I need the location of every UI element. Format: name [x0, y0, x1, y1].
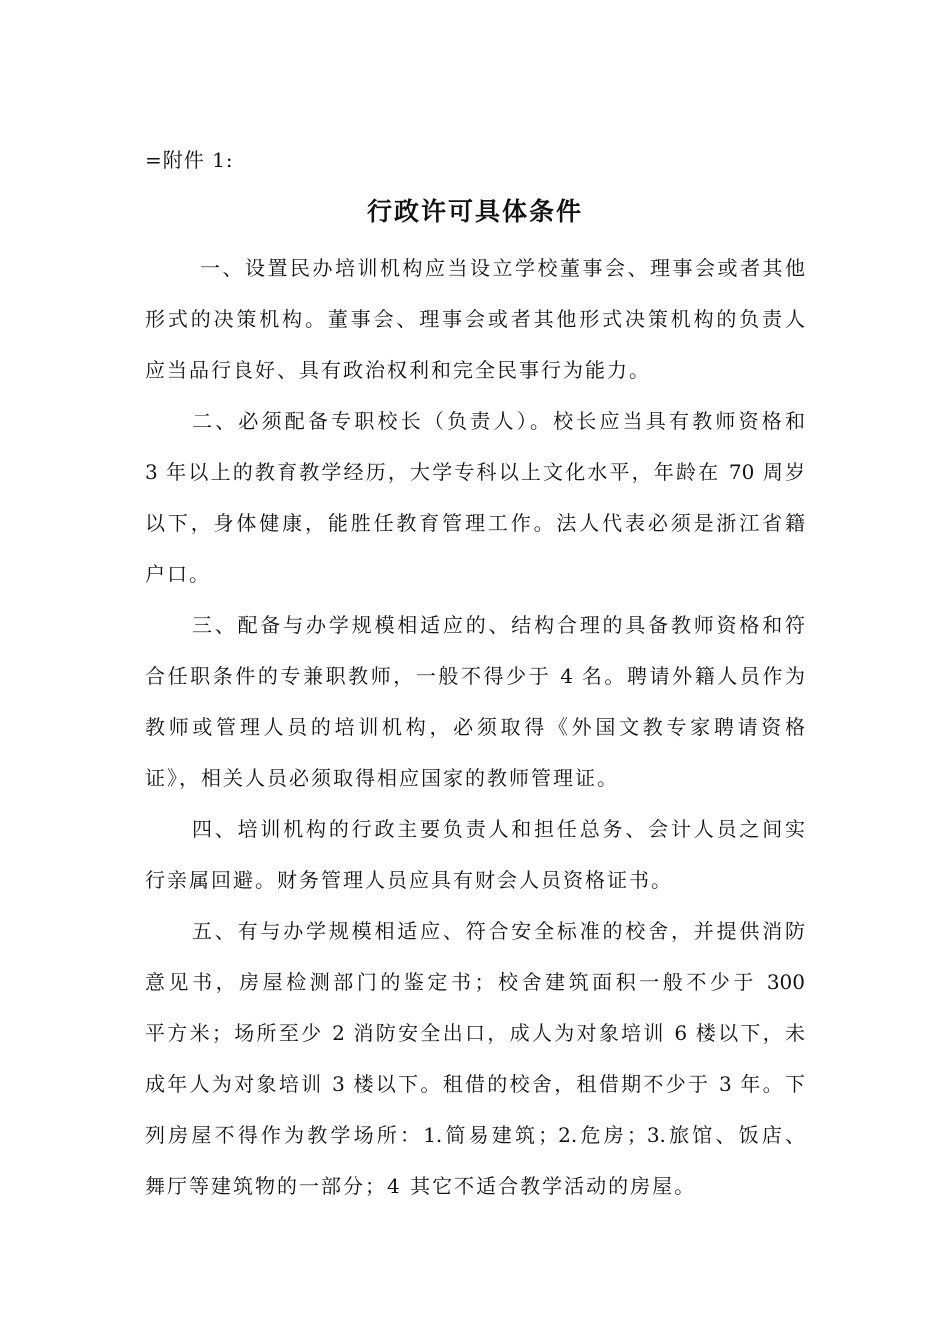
paragraph-2-line-4: 户口。	[145, 562, 211, 586]
paragraph-3-line-2: 合任职条件的专兼职教师，一般不得少于 4 名。聘请外籍人员作为	[145, 664, 805, 688]
paragraph-3-line-3: 教师或管理人员的培训机构，必须取得《外国文教专家聘请资格	[145, 715, 805, 739]
paragraph-2-line-3: 以下，身体健康，能胜任教育管理工作。法人代表必须是浙江省籍	[145, 511, 805, 535]
paragraph-3-line-4: 证》，相关人员必须取得相应国家的教师管理证。	[145, 766, 619, 790]
paragraph-4-line-1: 四、培训机构的行政主要负责人和担任总务、会计人员之间实	[192, 817, 805, 841]
paragraph-1-line-1: 一、设置民办培训机构应当设立学校董事会、理事会或者其他	[200, 256, 805, 280]
paragraph-2-line-1: 二、必须配备专职校长（负责人）。校长应当具有教师资格和	[192, 409, 805, 433]
paragraph-1-line-2: 形式的决策机构。董事会、理事会或者其他形式决策机构的负责人	[145, 307, 805, 331]
document-title: 行政许可具体条件	[366, 197, 583, 226]
paragraph-5-line-6: 舞厅等建筑物的一部分；4 其它不适合教学活动的房屋。	[145, 1174, 697, 1198]
paragraph-5-line-5: 列房屋不得作为教学场所：1.简易建筑；2.危房；3.旅馆、饭店、	[145, 1123, 805, 1147]
paragraph-2-line-2: 3 年以上的教育教学经历，大学专科以上文化水平，年龄在 70 周岁	[145, 460, 805, 484]
paragraph-5-line-3: 平方米；场所至少 2 消防安全出口，成人为对象培训 6 楼以下，未	[145, 1021, 805, 1045]
paragraph-3-line-1: 三、配备与办学规模相适应的、结构合理的具备教师资格和符	[192, 613, 805, 637]
attachment-label: =附件 1:	[145, 148, 234, 172]
paragraph-5-line-4: 成年人为对象培训 3 楼以下。租借的校舍，租借期不少于 3 年。下	[145, 1072, 805, 1096]
paragraph-5-line-2: 意见书，房屋检测部门的鉴定书；校舍建筑面积一般不少于 300	[145, 970, 805, 994]
paragraph-5-line-1: 五、有与办学规模相适应、符合安全标准的校舍，并提供消防	[192, 919, 805, 943]
paragraph-4-line-2: 行亲属回避。财务管理人员应具有财会人员资格证书。	[145, 868, 673, 892]
paragraph-1-line-3: 应当品行良好、具有政治权利和完全民事行为能力。	[145, 358, 651, 382]
